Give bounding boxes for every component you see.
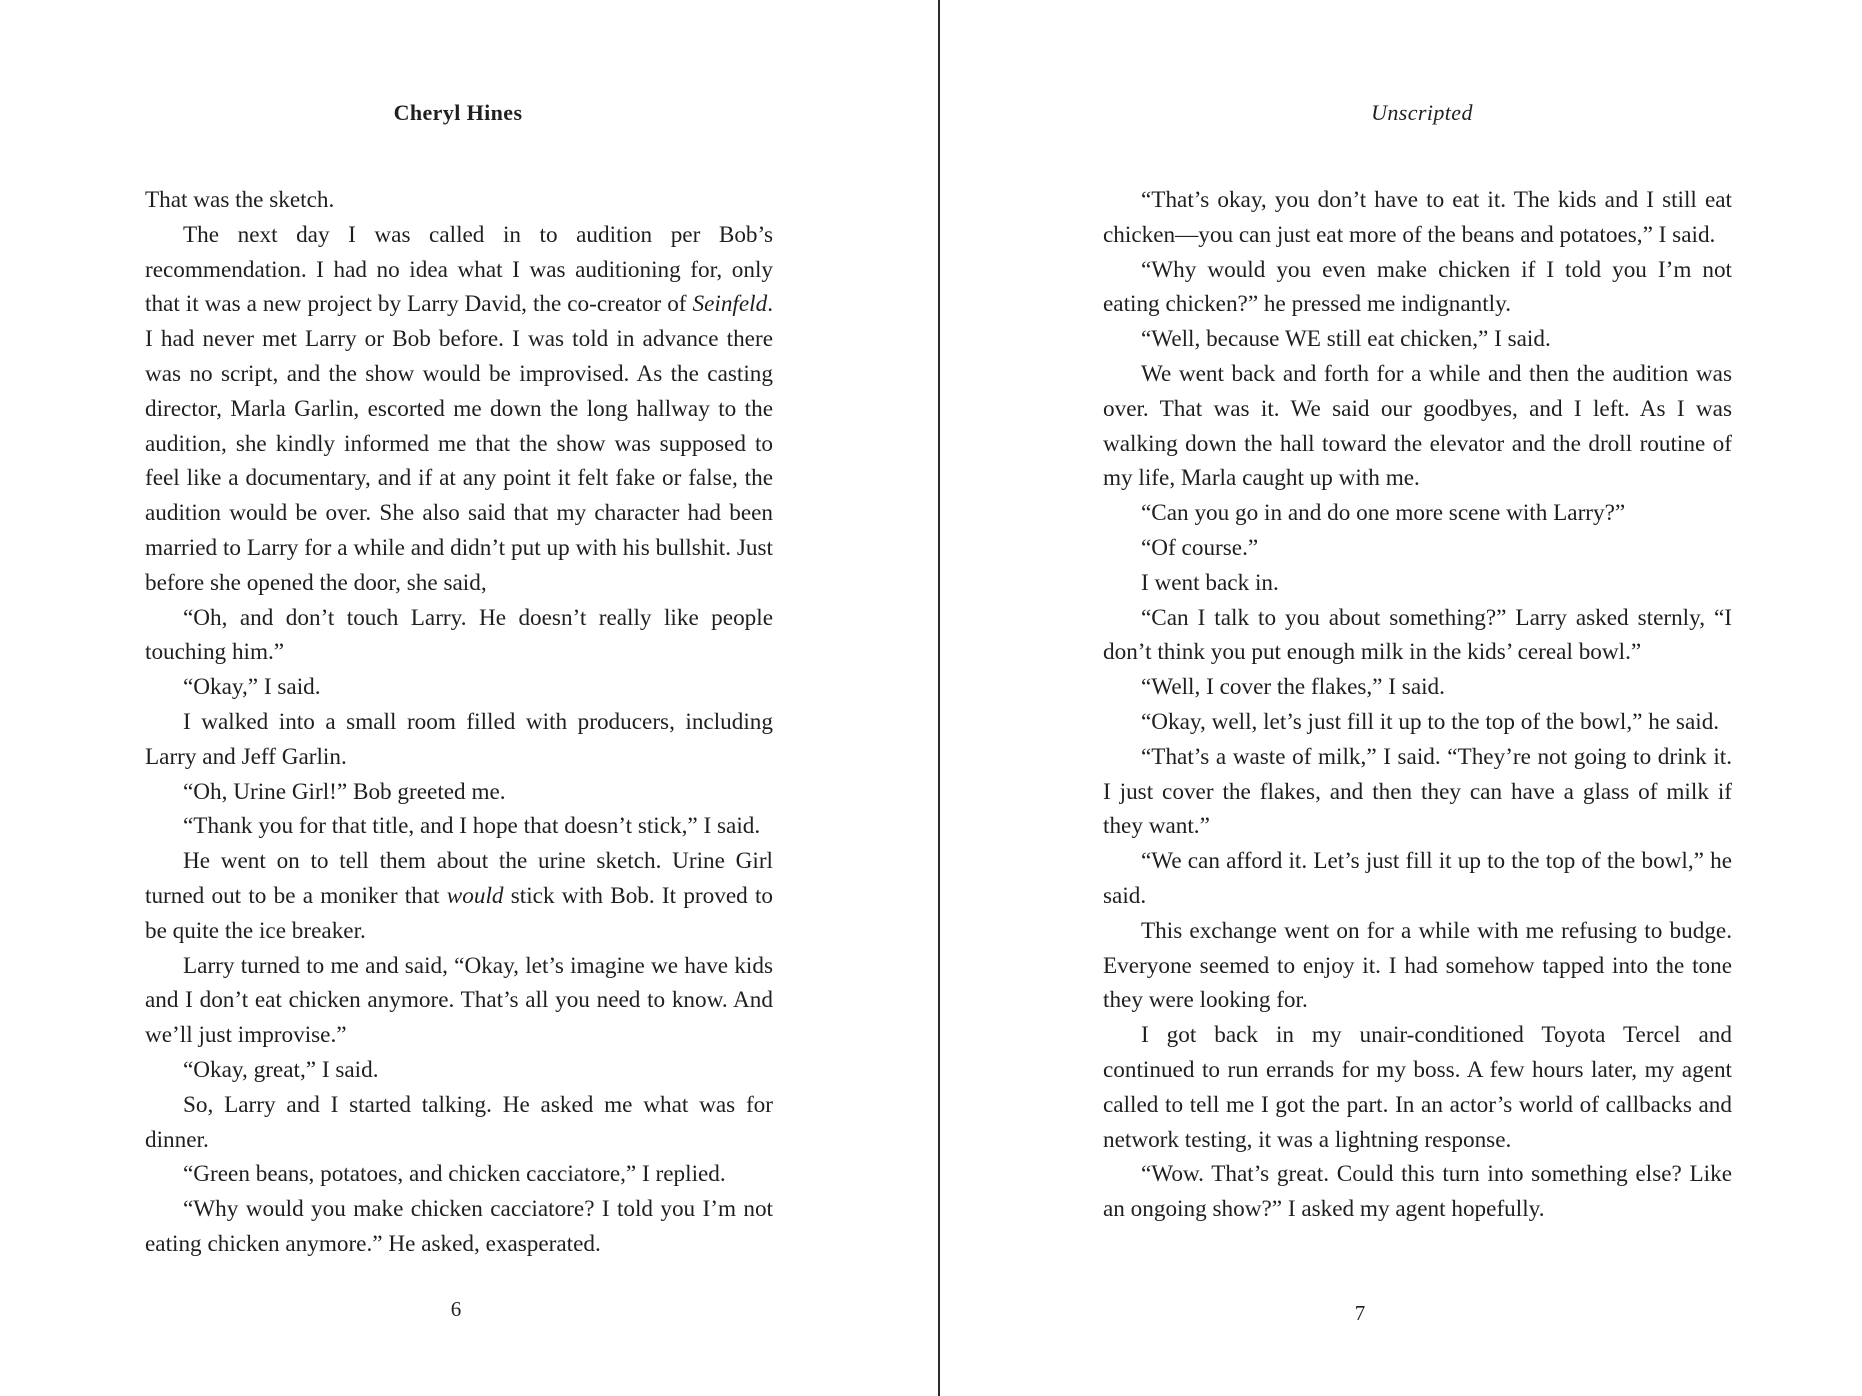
running-head-title: Unscripted <box>1371 100 1473 125</box>
right-page-body <box>1103 183 1732 1227</box>
page-number: 6 <box>450 1297 462 1321</box>
paragraph: “Well, because WE still eat chicken,” I said. <box>1141 326 1551 353</box>
paragraph: Larry turned to me and said, “Okay, let’s imagine we have kids and I don’t eat chicken anymore. That’s all you need to know. And we’ll just improvise.” <box>145 952 773 1049</box>
paragraph: I got back in my unair-conditioned Toyota Tercel and continued to run errands for my boss. A few hours later, my agent called to tell me I got the part. In an actor’s world of callbacks and network testing, it was a lightning response. <box>1103 1022 1732 1153</box>
paragraph: “Can I talk to you about something?” Larry asked sternly, “I don’t think you put enough milk in the kids’ cereal bowl.” <box>1103 604 1732 666</box>
paragraph: “We can afford it. Let’s just fill it up to the top of the bowl,” he said. <box>1103 848 1732 909</box>
paragraph: We went back and forth for a while and then the audition was over. That was it. We said our goodbyes, and I left. As I was walking down the hall toward the elevator and the droll routine of my life, Marla caught up with me. <box>1103 360 1732 492</box>
paragraph: So, Larry and I started talking. He asked me what was for dinner. <box>145 1091 773 1153</box>
paragraph: “That’s a waste of milk,” I said. “They’re not going to drink it. I just cover the flakes, and then they can have a glass of milk if they want.” <box>1103 743 1732 840</box>
show-title: Seinfeld <box>692 291 768 318</box>
paragraph: “Why would you make chicken cacciatore? I told you I’m not eating chicken anymore.” He asked, exasperated. <box>145 1196 773 1257</box>
paragraph: That was the sketch. <box>145 187 335 213</box>
paragraph: I went back in. <box>1141 569 1279 596</box>
paragraph: “Oh, and don’t touch Larry. He doesn’t really like people touching him.” <box>145 604 773 666</box>
paragraph: “Can you go in and do one more scene with Larry?” <box>1141 500 1626 527</box>
emphasis: would <box>446 882 504 909</box>
paragraph: I walked into a small room filled with producers, including Larry and Jeff Garlin. <box>145 708 773 770</box>
right-page <box>940 0 1862 1396</box>
paragraph: “Why would you even make chicken if I told you I’m not eating chicken?” he pressed me indignantly. <box>1103 256 1732 318</box>
paragraph: “Okay, well, let’s just fill it up to the top of the bowl,” he said. <box>1141 708 1720 735</box>
paragraph: “Okay, great,” I said. <box>183 1056 379 1083</box>
paragraph: “Okay,” I said. <box>183 674 321 701</box>
paragraph: The next day I was called in to audition per Bob’s recommendation. I had no idea what I was auditioning for, only that it was a new project by Larry David, the co-creator of Seinfeld. I had never met Larry or Bob before. I was told in advance there was no script, and the show would be improvised. As the casting director, Marla Garlin, escorted me down the long hallway to the audition, she kindly informed me that the show was supposed to feel like a documentary, and if at any point it felt fake or false, the audition would be over. She also said that my character had been married to Larry for a while and didn’t put up with his bullshit. Just before she opened the door, she said, <box>145 221 773 596</box>
paragraph: “Well, I cover the flakes,” I said. <box>1141 674 1445 701</box>
paragraph: “Green beans, potatoes, and chicken cacciatore,” I replied. <box>183 1161 726 1188</box>
left-page-body <box>145 183 773 1262</box>
paragraph: “Thank you for that title, and I hope that doesn’t stick,” I said. <box>183 813 761 840</box>
page-number: 7 <box>1354 1301 1366 1325</box>
paragraph: “Wow. That’s great. Could this turn into something else? Like an ongoing show?” I asked my agent hopefully. <box>1103 1161 1732 1223</box>
running-head-author: Cheryl Hines <box>393 100 523 125</box>
paragraph: This exchange went on for a while with me refusing to budge. Everyone seemed to enjoy it. I had somehow tapped into the tone they were looking for. <box>1103 917 1732 1014</box>
paragraph: “That’s okay, you don’t have to eat it. The kids and I still eat chicken—you can just eat more of the beans and potatoes,” I said. <box>1103 187 1732 248</box>
paragraph: He went on to tell them about the urine sketch. Urine Girl turned out to be a moniker that would stick with Bob. It proved to be quite the ice breaker. <box>145 848 773 944</box>
paragraph: “Of course.” <box>1141 534 1259 561</box>
paragraph: “Oh, Urine Girl!” Bob greeted me. <box>183 778 506 805</box>
